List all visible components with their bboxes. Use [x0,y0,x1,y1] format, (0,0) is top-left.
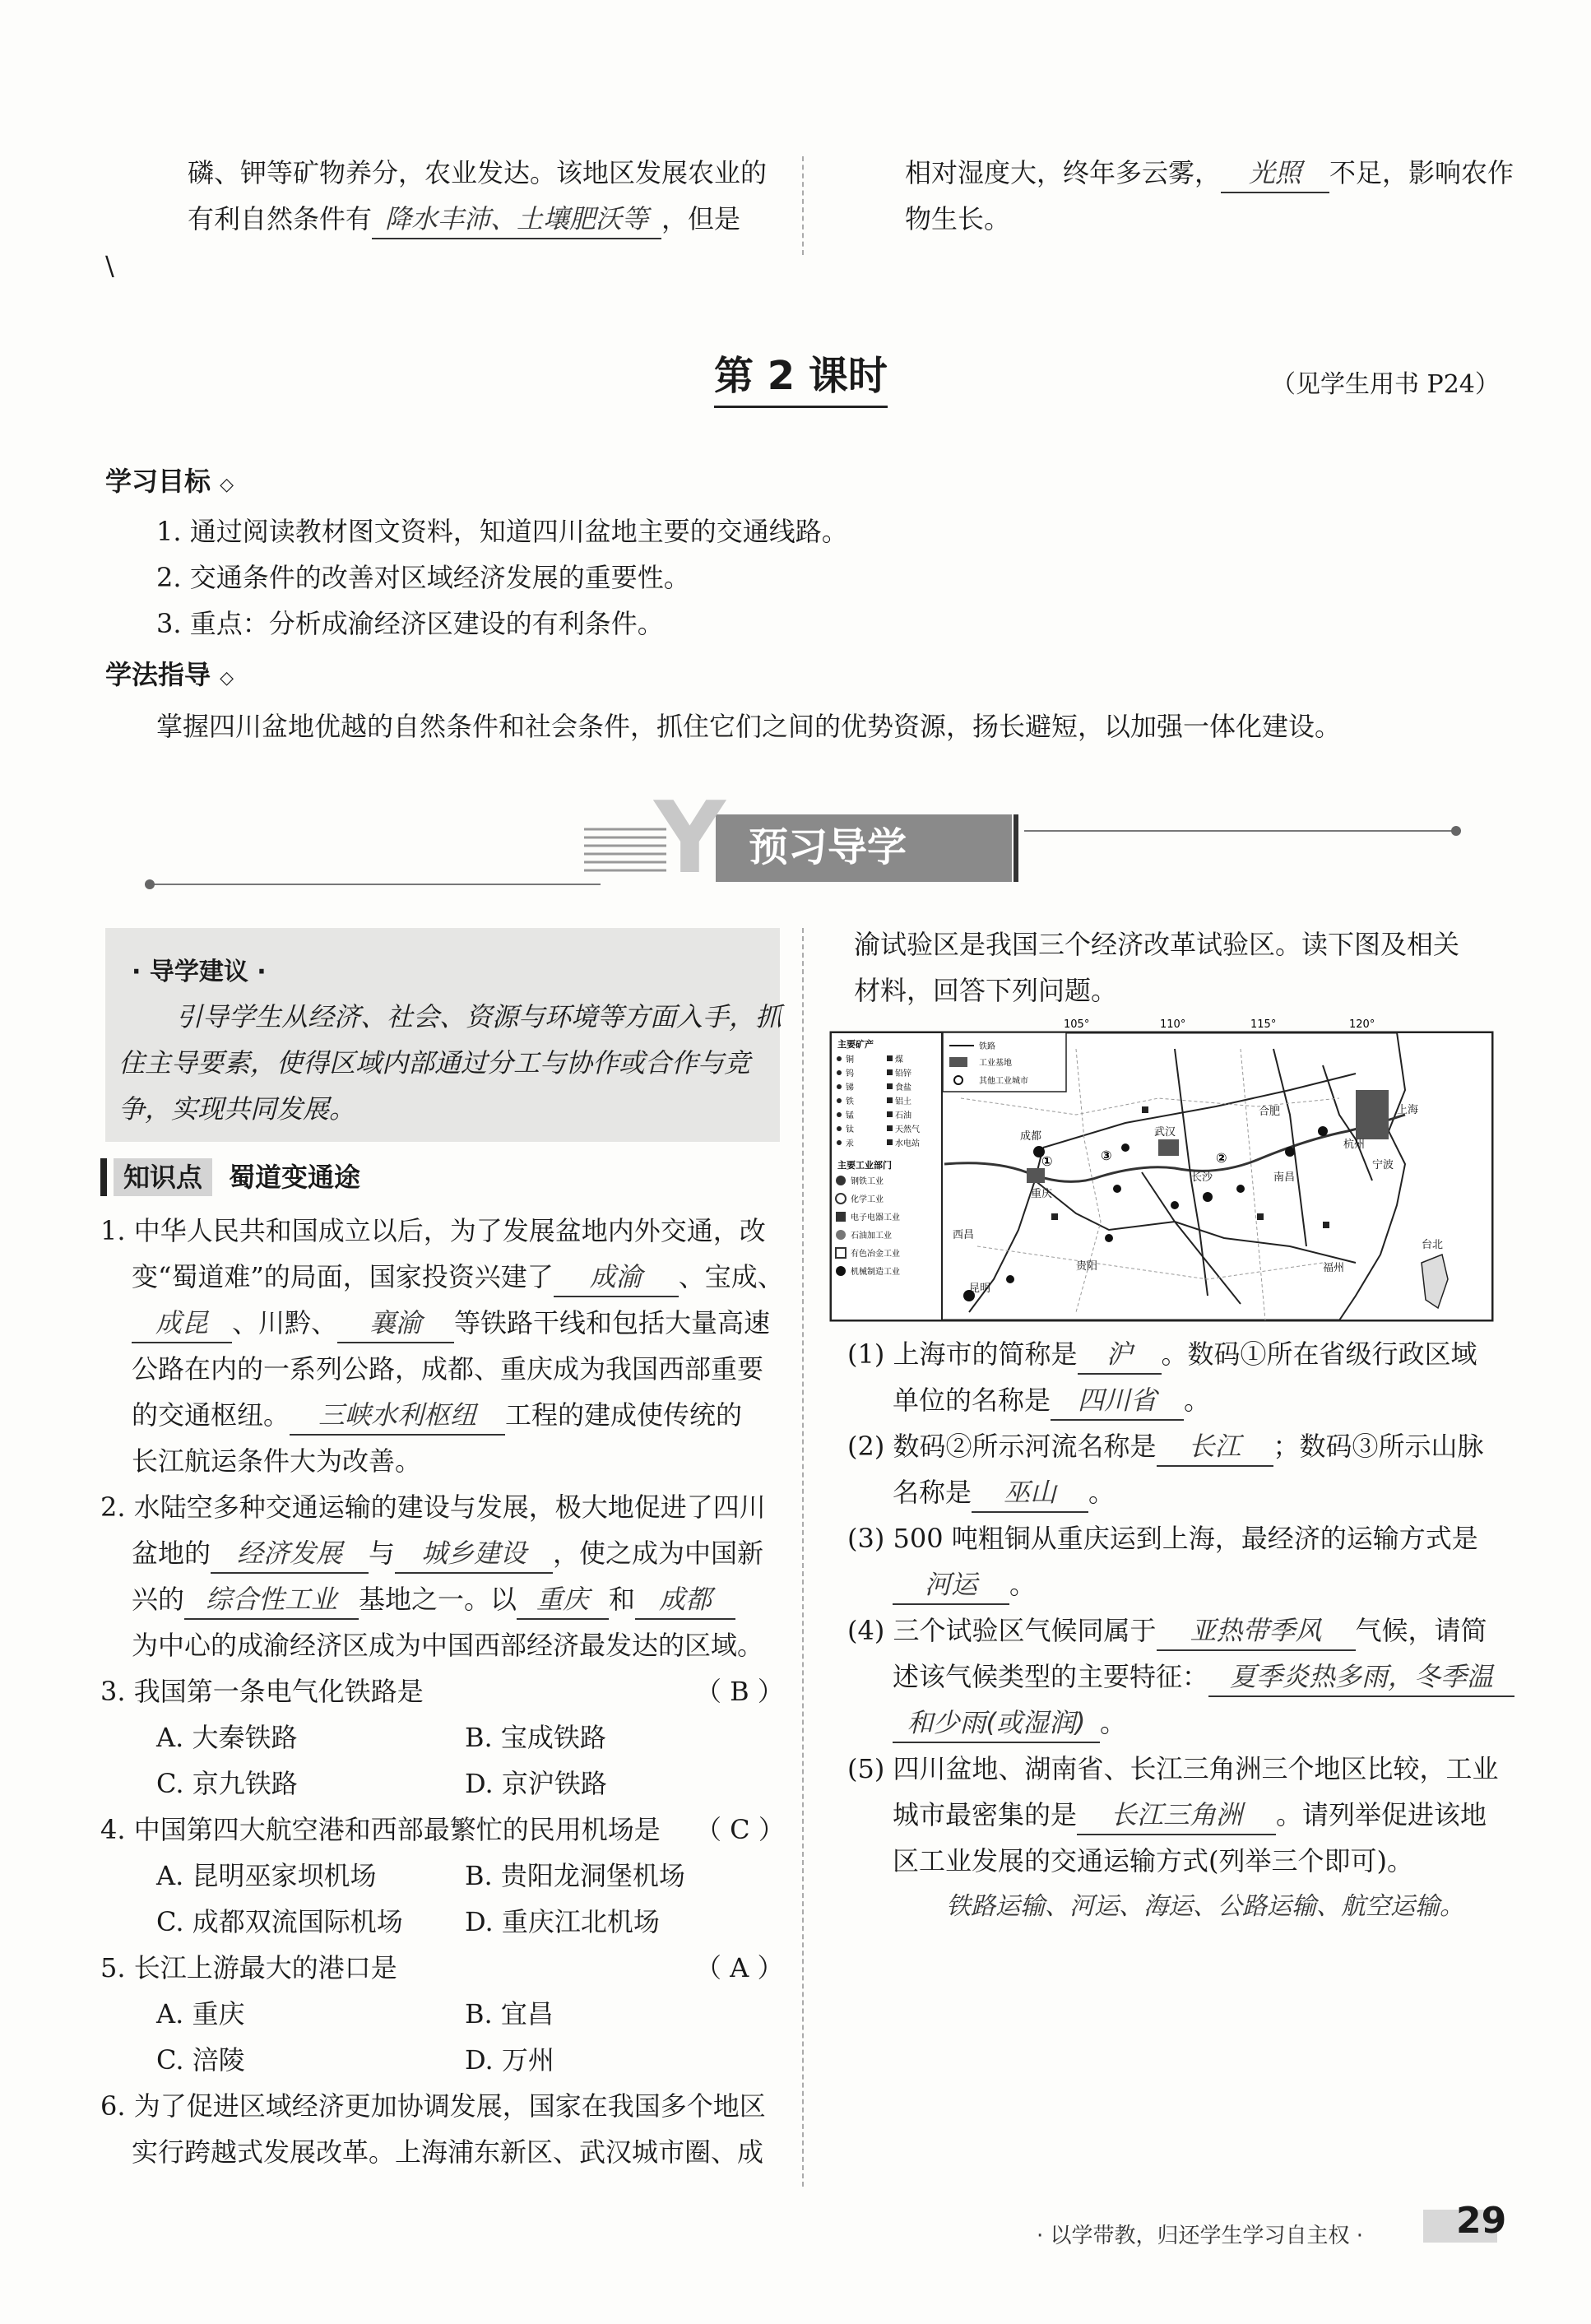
answer-blank: 和少雨(或湿润) [893,1704,1100,1743]
answer-blank: 长江 [1157,1427,1273,1467]
city-label: 成都 [1020,1130,1042,1143]
q1-line: 长江航运条件大为改善。 [132,1445,422,1477]
q3-option: B. 宝成铁路 [465,1722,606,1753]
subq-line: 名称是 巫山 。 [893,1469,1115,1515]
lesson-title: 第 2 课时 [714,344,888,408]
footer-motto: · 以学带教，归还学生学习自主权 · [1037,2224,1364,2248]
top-right-line2: 物生长。 [905,203,1011,234]
city-label: 武汉 [1154,1126,1176,1139]
legend-item: 电子电器工业 [851,1213,900,1222]
legend-item: 钛 [846,1125,854,1134]
q1-line: 的交通枢纽。 三峡水利枢纽 工程的建成使传统的 [132,1392,742,1438]
q4-option: B. 贵阳龙洞堡机场 [465,1860,685,1891]
q3-option: A. 大秦铁路 [156,1722,298,1753]
answer-blank: 经济发展 [211,1534,369,1574]
q2-line: 为中心的成渝经济区成为中国西部经济最发达的区域。 [132,1630,764,1661]
knowledge-bar [100,1158,107,1196]
legend-item: 石油加工业 [851,1232,892,1241]
answer-blank: 成渝 [554,1258,679,1297]
map-marker: ① [1041,1153,1053,1169]
objective-item: 1. 通过阅读教材图文资料，知道四川盆地主要的交通线路。 [156,516,848,547]
longitude-label: 110° [1160,1018,1186,1031]
answer-blank: 城乡建设 [395,1534,553,1574]
method-heading: 学法指导 ◇ [105,659,234,690]
q2-line: 盆地的 经济发展 与 城乡建设 ，使之成为中国新 [132,1530,763,1576]
answer-blank: 巫山 [972,1473,1088,1513]
guide-line: 引导学生从经济、社会、资源与环境等方面入手，抓 [176,1001,782,1032]
answer-blank: 成昆 [132,1304,232,1343]
q2-line: 2. 水陆空多种交通运输的建设与发展，极大地促进了四川 [100,1491,766,1523]
q5-stem: 5. 长江上游最大的港口是 [100,1952,397,1983]
city-label: 福州 [1323,1262,1345,1274]
answer-blank: 亚热带季风 [1157,1612,1356,1651]
guide-line: 住主导要素，使得区域内部通过分工与协作或合作与竞 [118,1047,751,1079]
subq-line: (1) 上海市的简称是 沪 。数码①所在省级行政区域 [847,1331,1477,1377]
answer-blank: 四川省 [1051,1381,1184,1421]
legend-item: 铁路 [979,1042,995,1051]
legend-item: 食盐 [895,1083,911,1092]
diamond-icon: ◇ [220,475,234,495]
legend-item: 水电站 [895,1139,920,1148]
guide-line: 争，实现共同发展。 [118,1093,356,1125]
q5-option: C. 涪陵 [156,2044,245,2076]
legend-title: 主要矿产 [837,1039,874,1050]
legend-item: 其他工业城市 [979,1077,1028,1086]
q5-option: B. 宜昌 [465,1998,554,2029]
q3-option: D. 京沪铁路 [465,1768,607,1799]
subq-line: 区工业发展的交通运输方式(列举三个即可)。 [893,1845,1413,1876]
q3-stem: 3. 我国第一条电气化铁路是 [100,1676,424,1707]
stray-mark: \ [105,250,114,281]
column-divider [802,928,804,2187]
q1-line: 1. 中华人民共和国成立以后，为了发展盆地内外交通，改 [100,1215,766,1246]
legend-item: 煤 [895,1055,903,1065]
q4-option: A. 昆明巫家坝机场 [156,1860,377,1891]
q6-line: 渝试验区是我国三个经济改革试验区。读下图及相关 [854,929,1460,960]
longitude-label: 115° [1250,1018,1277,1031]
city-label: 重庆 [1031,1188,1053,1200]
subq-line: (4) 三个试验区气候同属于 亚热带季风 气候，请简 [847,1607,1487,1654]
answer-blank: 河运 [893,1566,1009,1605]
q5-option: A. 重庆 [156,1998,245,2029]
column-divider [802,156,804,255]
guide-heading: · 导学建议 · [132,958,267,986]
q1-line: 变“蜀道难”的局面，国家投资兴建了 成渝 、宝成、 [132,1254,784,1300]
legend-item: 天然气 [895,1125,920,1134]
objective-item: 2. 交通条件的改善对区域经济发展的重要性。 [156,562,690,593]
answer-blank: 夏季炎热多雨，冬季温 [1208,1658,1514,1697]
subq-line: (2) 数码②所示河流名称是 长江 ；数码③所示山脉 [847,1423,1484,1469]
subq-line: 和少雨(或湿润) 。 [893,1700,1126,1746]
legend-item: 铜 [846,1055,854,1065]
legend-item: 机械制造工业 [851,1268,900,1277]
answer-blank: 长江三角洲 [1077,1796,1276,1835]
q2-line: 兴的 综合性工业 基地之一。以 重庆 和 成都 [132,1576,735,1622]
city-label: 杭州 [1343,1139,1366,1151]
city-label: 昆明 [969,1283,991,1295]
q1-line: 公路在内的一系列公路，成都、重庆成为我国西部重要 [132,1353,764,1385]
objectives-heading: 学习目标 ◇ [105,466,234,497]
answer-blank: 沪 [1078,1335,1162,1375]
top-left-line1: 磷、钾等矿物养分，农业发达。该地区发展农业的 [188,157,768,188]
city-label: 南昌 [1273,1171,1296,1184]
legend-item: 铝土 [895,1097,911,1106]
city-label: 上海 [1397,1104,1419,1116]
q4-option: C. 成都双流国际机场 [156,1906,403,1937]
industrial-base [1027,1168,1045,1183]
knowledge-title: 蜀道变通途 [229,1162,361,1193]
legend-item: 锰 [846,1111,854,1120]
banner-title: 预习导学 [749,824,907,870]
q4-option: D. 重庆江北机场 [465,1906,660,1937]
knowledge-tag: 知识点 [114,1158,212,1196]
legend-item: 锑 [846,1083,854,1092]
map-marker: ③ [1101,1148,1112,1163]
legend-title: 主要工业部门 [837,1160,892,1171]
top-left-line2: 有利自然条件有 降水丰沛、土壤肥沃等 ，但是 [188,196,740,242]
subq-line: (5) 四川盆地、湖南省、长江三角洲三个地区比较，工业 [847,1753,1499,1784]
method-text: 掌握四川盆地优越的自然条件和社会条件，抓住它们之间的优势资源，扬长避短，以加强一体化建设。 [156,711,1342,742]
q6-line: 6. 为了促进区域经济更加协调发展，国家在我国多个地区 [100,2090,766,2122]
legend-item: 工业基地 [979,1059,1012,1068]
city-label: 宁波 [1372,1159,1394,1171]
answer-blank: 重庆 [517,1580,609,1620]
banner-letter: Y [654,782,726,896]
q5-answer: （ A ） [695,1952,784,1983]
top-right-line1: 相对湿度大，终年多云雾， 光照 不足，影响农作 [905,150,1514,196]
answer-blank: 襄渝 [337,1304,454,1343]
legend-item: 有色冶金工业 [851,1250,900,1259]
q1-line: 成昆 、川黔、 襄渝 等铁路干线和包括大量高速 [132,1300,770,1346]
longitude-label: 120° [1349,1018,1375,1031]
industrial-base [1356,1090,1389,1139]
legend-item: 化学工业 [851,1195,884,1204]
answer-blank: 光照 [1221,154,1329,193]
q6-line: 材料，回答下列问题。 [854,975,1118,1006]
subq-line: (3) 500 吨粗铜从重庆运到上海，最经济的运输方式是 [847,1523,1478,1554]
page-number: 29 [1456,2200,1507,2242]
legend-item: 钨 [846,1069,854,1079]
subq-line: 述该气候类型的主要特征： 夏季炎热多雨，冬季温 [893,1654,1514,1700]
legend-item: 汞 [846,1139,854,1148]
answer-blank: 成都 [635,1580,735,1620]
city-label: 长沙 [1191,1171,1213,1184]
subq-line: 城市最密集的是 长江三角洲 。请列举促进该地 [893,1792,1487,1838]
map-marker: ② [1216,1150,1227,1166]
q3-answer: （ B ） [695,1676,784,1707]
city-label: 西昌 [953,1229,975,1241]
subq-line: 河运 。 [893,1561,1036,1607]
industrial-base [1158,1139,1179,1156]
handwritten-answer: 铁路运输、河运、海运、公路运输、航空运输。 [946,1892,1464,1921]
answer-blank: 降水丰沛、土壤肥沃等 [372,200,661,239]
city-label: 合肥 [1259,1106,1281,1118]
diamond-icon: ◇ [220,668,234,689]
legend-item: 铁 [846,1097,854,1106]
q4-stem: 4. 中国第四大航空港和西部最繁忙的民用机场是 [100,1814,661,1845]
q3-option: C. 京九铁路 [156,1768,298,1799]
subq-line: 单位的名称是 四川省 。 [893,1377,1210,1423]
longitude-label: 105° [1064,1018,1090,1031]
guide-box [105,928,780,1142]
china-economic-map [829,1016,1496,1324]
city-label: 贵阳 [1076,1260,1098,1273]
q6-line: 实行跨越式发展改革。上海浦东新区、武汉城市圈、成 [132,2136,764,2168]
city-label: 台北 [1422,1239,1444,1251]
answer-blank: 综合性工业 [184,1580,359,1620]
legend-item: 钢铁工业 [851,1177,884,1186]
q4-answer: （ C ） [695,1814,785,1845]
lesson-ref: （见学生用书 P24） [1271,370,1500,399]
legend-item: 铅锌 [895,1069,911,1079]
legend-item: 石油 [895,1111,911,1120]
answer-blank: 三峡水利枢纽 [290,1396,505,1436]
q5-option: D. 万州 [465,2044,554,2076]
objective-item: 3. 重点：分析成渝经济区建设的有利条件。 [156,608,664,639]
